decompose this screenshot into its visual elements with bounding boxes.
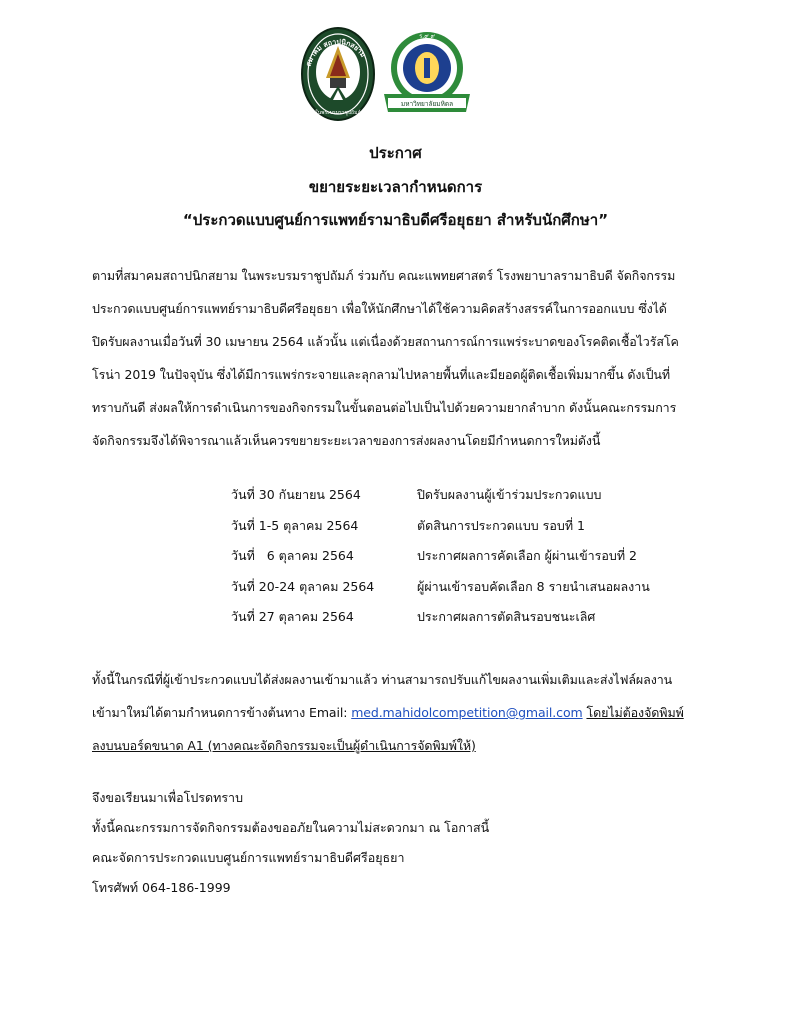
schedule-date: วันที่ 1-5 ตุลาคม 2564: [231, 517, 359, 533]
schedule-event: ตัดสินการประกวดแบบ รอบที่ 1: [417, 517, 585, 533]
schedule-row: [231, 573, 711, 604]
mahidol-banner-text: มหาวิทยาลัยมหิดล: [400, 100, 454, 108]
asa-ring-text: สมาคม สถาปนิกสยาม: [304, 37, 368, 68]
phone-number: โทรศัพท์ 064-186-1999: [92, 880, 231, 895]
schedule-event: ผู้ผ่านเข้ารอบคัดเลือก 8 รายนำเสนอผลงาน: [417, 578, 650, 594]
schedule-date: วันที่ 6 ตุลาคม 2564: [231, 548, 354, 563]
schedule-event: ประกาศผลการคัดเลือก ผู้ผ่านเข้ารอบที่ 2: [417, 548, 638, 563]
schedule-row: [231, 542, 711, 573]
schedule-row: [231, 603, 711, 634]
paragraph-line: ทั้งนี้ในกรณีที่ผู้เข้าประกวดแบบได้ส่งผลงานเข้ามาแล้ว ท่านสามารถปรับแก้ไขผลงานเพิ่มเติมและส่งไฟล์ผลงาน: [92, 672, 673, 687]
closing-line: จึงขอเรียนมาเพื่อโปรดทราบ: [92, 790, 244, 805]
signature-org: คณะจัดการประกวดแบบศูนย์การแพทย์รามาธิบดีศรีอยุธยา: [92, 850, 405, 865]
resubmission-paragraph: [92, 663, 702, 762]
paragraph-line: จัดกิจกรรมจึงได้พิจารณาแล้วเห็นควรขยายระยะเวลาของการส่งผลงานโดยมีกำหนดการใหม่ดังนี้: [92, 433, 601, 448]
schedule-event: ประกาศผลการตัดสินรอบชนะเลิศ: [417, 609, 596, 624]
competition-title: “ประกวดแบบศูนย์การแพทย์รามาธิบดีศรีอยุธยา สำหรับนักศึกษา”: [182, 211, 609, 229]
intro-paragraph: [92, 259, 702, 457]
email-link[interactable]: med.mahidolcompetition@gmail.com: [351, 705, 583, 720]
closing-section: [92, 788, 692, 908]
logo-bar: [0, 26, 791, 126]
announcement-title: ประกาศ: [369, 144, 422, 162]
no-print-note: โดยไม่ต้องจัดพิมพ์: [586, 705, 684, 720]
closing-line: ทั้งนี้คณะกรรมการจัดกิจกรรมต้องขออภัยในความไม่สะดวกมา ณ โอกาสนี้: [92, 820, 490, 835]
paragraph-line: ตามที่สมาคมสถาปนิกสยาม ในพระบรมราชูปถัมภ์ ร่วมกับ คณะแพทยศาสตร์ โรงพยาบาลรามาธิบดี จัดกิจกรรม: [92, 268, 676, 283]
schedule-row: [231, 512, 711, 543]
paragraph-line-email: [92, 696, 702, 729]
paragraph-line: ทราบกันดี ส่งผลให้การดำเนินการของกิจกรรมในขั้นตอนต่อไปเป็นไปด้วยความยากลำบาก ดังนั้นคณะกรรมการ: [92, 400, 677, 415]
schedule-row: [231, 481, 711, 512]
schedule-event: ปิดรับผลงานผู้เข้าร่วมประกวดแบบ: [417, 487, 602, 502]
mahidol-top-text: ร.๙ ๙: [419, 33, 435, 40]
announcement-subtitle: ขยายระยะเวลากำหนดการ: [308, 178, 483, 196]
paragraph-line: ปิดรับผลงานเมื่อวันที่ 30 เมษายน 2564 แล้วนั้น แต่เนื่องด้วยสถานการณ์การแพร่ระบาดของโรคติดเชื้อไวรัสโค: [92, 334, 679, 349]
schedule-date: วันที่ 30 กันยายน 2564: [231, 487, 361, 502]
asa-logo: [300, 26, 376, 122]
asa-sub-text: ในพระบรมราชูปถัมภ์: [315, 110, 361, 116]
schedule-list: [231, 481, 711, 634]
mahidol-logo: [380, 28, 474, 120]
schedule-date: วันที่ 20-24 ตุลาคม 2564: [231, 578, 375, 594]
schedule-date: วันที่ 27 ตุลาคม 2564: [231, 609, 354, 624]
paragraph-line: โรน่า 2019 ในปัจจุบัน ซึ่งได้มีการแพร่กระจายและลุกลามไปหลายพื้นที่และมียอดผู้ติดเชื้อเพิ่มมากขึ้น ดังเป็นที่: [92, 367, 671, 382]
board-size-note: ลงบนบอร์ดขนาด A1 (ทางคณะจัดกิจกรรมจะเป็นผู้ดำเนินการจัดพิมพ์ให้): [92, 738, 476, 753]
paragraph-line: ประกวดแบบศูนย์การแพทย์รามาธิบดีศรีอยุธยา เพื่อให้นักศึกษาได้ใช้ความคิดสร้างสรรค์ในการออกแบบ ซึ่งได้: [92, 301, 667, 316]
email-prefix: เข้ามาใหม่ได้ตามกำหนดการข้างต้นทาง Email:: [92, 705, 352, 720]
